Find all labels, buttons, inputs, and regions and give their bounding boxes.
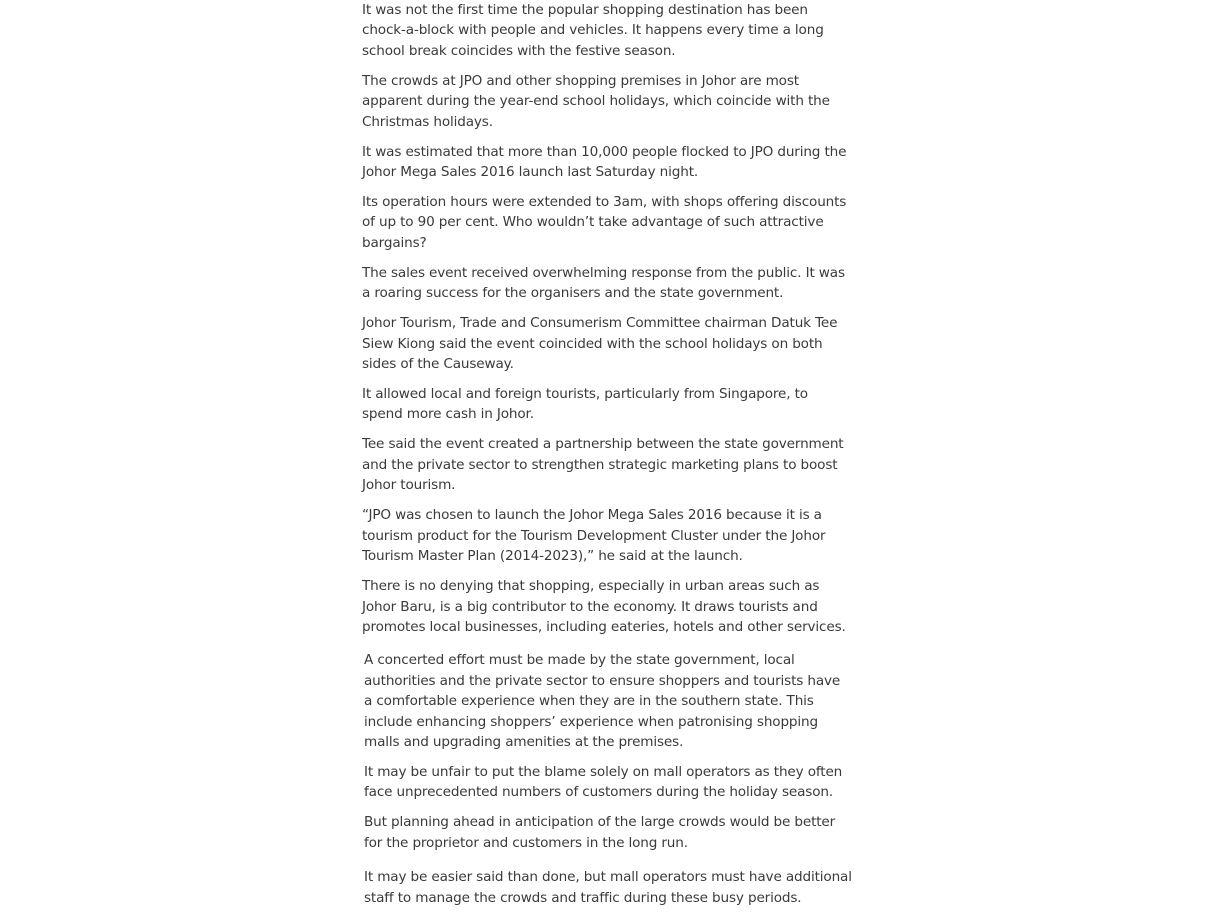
article-paragraph: It allowed local and foreign tourists, particularly from Singapore, to spend more cash in Johor. <box>362 386 808 423</box>
article-paragraph: It may be unfair to put the blame solely on mall operators as they often face unprecedented numbers of customers during the holiday season. <box>364 763 843 801</box>
article-paragraph: Johor Tourism, Trade and Consumerism Committee chairman Datuk Tee Siew Kiong said the event coincided with the school holidays on both sides of the Causeway. <box>362 315 838 373</box>
article-paragraph: The crowds at JPO and other shopping premises in Johor are most apparent during the year-end school holidays, which coincide with the Christmas holidays. <box>362 72 830 130</box>
article-paragraph: A concerted effort must be made by the state government, local authorities and the private sector to ensure shoppers and tourists have a comfortable experience when they are in the southern state. This include enhancing shoppers’ experience when patronising shopping malls and upgrading amenities at the premises. <box>364 652 841 750</box>
article-paragraph: “JPO was chosen to launch the Johor Mega Sales 2016 because it is a tourism product for the Tourism Development Cluster under the Johor Tourism Master Plan (2014-2023),” he said at the launch. <box>362 507 826 565</box>
article-paragraph: It may be easier said than done, but mall operators must have additional staff to manage the crowds and traffic during these busy periods. <box>364 869 852 906</box>
article-paragraph: The sales event received overwhelming response from the public. It was a roaring success for the organisers and the state government. <box>362 264 845 302</box>
article-paragraph: It was not the first time the popular shopping destination has been chock-a-block with people and vehicles. It happens every time a long school break coincides with the festive season. <box>362 2 824 59</box>
article-paragraph: Its operation hours were extended to 3am, with shops offering discounts of up to 90 per cent. Who wouldn’t take advantage of such attractive bargains? <box>362 194 847 251</box>
article-paragraph: Tee said the event created a partnership between the state government and the private sector to strengthen strategic marketing plans to boost Johor tourism. <box>362 436 844 494</box>
article-body <box>362 0 852 918</box>
article-paragraph: There is no denying that shopping, especially in urban areas such as Johor Baru, is a big contributor to the economy. It draws tourists and promotes local businesses, including eateries, hotels and other services. <box>362 578 846 635</box>
article-paragraph: But planning ahead in anticipation of the large crowds would be better for the proprietor and customers in the long run. <box>364 814 836 851</box>
article-paragraph: It was estimated that more than 10,000 people flocked to JPO during the Johor Mega Sales 2016 launch last Saturday night. <box>362 143 847 181</box>
